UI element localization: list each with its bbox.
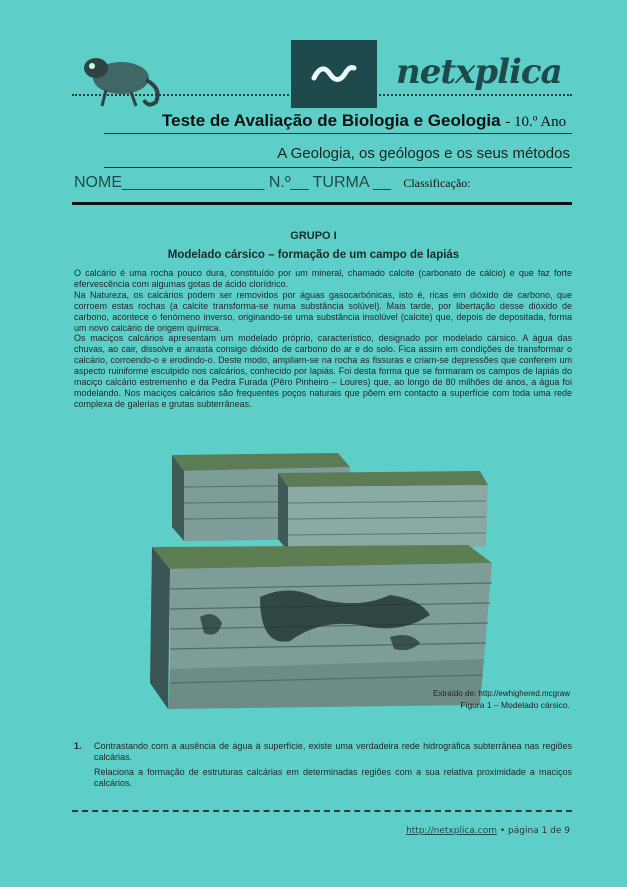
title-year: - 10.º Ano: [505, 114, 567, 130]
section-title: Modelado cársico – formação de um campo de lapiás: [167, 249, 460, 261]
logo-box: [291, 40, 377, 108]
paragraph: Na Natureza, os calcários podem ser removidos por águas gasocarbónicas, isto é, ricas em dióxido de carbono, que corroem estas rochas (a calcite transforma-se numa substância solúvel). Mais tarde, por libertação desse dióxido de carbono, acontece o fenómeno inverso, originando-se uma substância insolúvel (calcite) que, depois de depositada, forma um novo calcário de origem química.: [74, 289, 572, 333]
karst-block-diagram: [140, 447, 500, 727]
footer-dashed-line: [72, 810, 572, 812]
subtitle-rule: [104, 167, 572, 168]
netxplica-wave-logo: [311, 60, 357, 84]
footer-link[interactable]: http://netxplica.com: [406, 826, 497, 836]
question-statement: Contrastando com a ausência de água à superfície, existe uma verdadeira rede hidrográfica subterrânea nas regiões calcárias.: [94, 741, 572, 762]
nome-fields: NOME________________ N.º__ TURMA __: [74, 174, 391, 191]
paragraph: Os maciços calcários apresentam um modelado próprio, característico, designado por modelado cársico. A água das chuvas, ao cair, dissolve e arrasta consigo dióxido de carbono do ar e do solo. Fica assim em condições de transformar o calcário, corroendo-o e erodindo-o. Deste modo, ampliam-se na rocha as fissuras e criam-se depressões que conferem um aspecto ruiniforme esculpido nos calcários, conhecido por lapiás. Foi desta forma que se formaram os campos de lapiás do maciço calcário estremenho e da Pedra Furada (Pêro Pinheiro – Loures) que, ao longo de 80 milhões de anos, a água foi modelando. Nos maciços calcários são frequentes poços naturais que põem em contacto a superfície com toda uma rede complexa de galerias e grutas subterrâneas.: [74, 333, 572, 409]
chameleon-illustration: [76, 40, 166, 110]
body-text: [74, 268, 572, 410]
brand-name: netxplica: [396, 52, 562, 92]
page-footer: [406, 826, 570, 836]
question-1: [74, 741, 572, 793]
title-main: Teste de Avaliação de Biologia e Geologia: [162, 111, 501, 130]
page-title: [162, 111, 566, 131]
page-subtitle: A Geologia, os geólogos e os seus métodos: [277, 145, 570, 162]
paragraph: O calcário é uma rocha pouco dura, constituído por um mineral, chamado calcite (carbonato de cálcio) e que faz forte efervescência com algumas gotas de ácido clorídrico.: [74, 268, 572, 289]
header-thick-rule: [72, 202, 572, 205]
classificacao-label: Classificação:: [403, 176, 471, 190]
group-heading: GRUPO I: [290, 230, 337, 242]
question-number: 1.: [74, 741, 82, 751]
page-number: • página 1 de 9: [499, 826, 570, 836]
title-rule: [104, 133, 572, 134]
student-info-line: [74, 174, 471, 192]
question-prompt: Relaciona a formação de estruturas calcárias em determinadas regiões com a sua relativa proximidade a maciços calcários.: [94, 767, 572, 788]
figure-source: Extraído de: http://ewhighered.mcgraw: [433, 689, 570, 698]
figure-caption: Figura 1 – Modelado cársico.: [460, 700, 570, 710]
